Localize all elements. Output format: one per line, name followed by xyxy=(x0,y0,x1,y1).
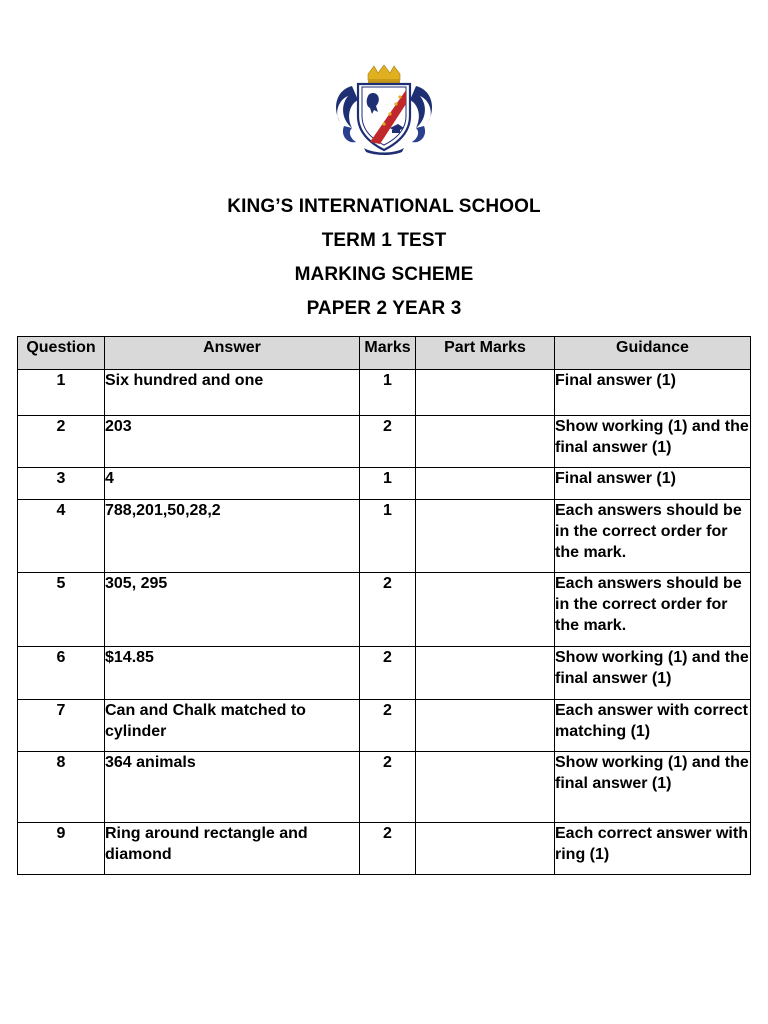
table-row xyxy=(18,370,751,416)
guidance-cell: Show working (1) and the final answer (1) xyxy=(555,647,751,700)
part-marks-cell xyxy=(416,647,555,700)
marks-cell: 2 xyxy=(360,647,416,700)
question-cell: 6 xyxy=(18,647,105,700)
header-marks: Marks xyxy=(360,337,416,370)
guidance-cell: Final answer (1) xyxy=(555,468,751,500)
question-cell: 2 xyxy=(18,416,105,468)
header-answer: Answer xyxy=(105,337,360,370)
part-marks-cell xyxy=(416,573,555,647)
part-marks-cell xyxy=(416,700,555,752)
table-row xyxy=(18,416,751,468)
guidance-cell: Each answers should be in the correct order for the mark. xyxy=(555,500,751,573)
header-guidance: Guidance xyxy=(555,337,751,370)
answer-cell: Can and Chalk matched to cylinder xyxy=(105,700,360,752)
table-row xyxy=(18,500,751,573)
marks-cell: 2 xyxy=(360,823,416,875)
school-name: KING’S INTERNATIONAL SCHOOL xyxy=(227,196,541,217)
question-cell: 9 xyxy=(18,823,105,875)
question-cell: 4 xyxy=(18,500,105,573)
guidance-cell: Each answer with correct matching (1) xyxy=(555,700,751,752)
answer-cell: Ring around rectangle and diamond xyxy=(105,823,360,875)
marks-cell: 2 xyxy=(360,416,416,468)
answer-cell: 305, 295 xyxy=(105,573,360,647)
guidance-cell: Final answer (1) xyxy=(555,370,751,416)
guidance-cell: Show working (1) and the final answer (1) xyxy=(555,752,751,823)
table-row xyxy=(18,752,751,823)
header-part-marks: Part Marks xyxy=(416,337,555,370)
marks-cell: 2 xyxy=(360,752,416,823)
part-marks-cell xyxy=(416,370,555,416)
guidance-cell: Show working (1) and the final answer (1) xyxy=(555,416,751,468)
table-row xyxy=(18,823,751,875)
table-row xyxy=(18,573,751,647)
marks-cell: 1 xyxy=(360,370,416,416)
table-row xyxy=(18,468,751,500)
marks-cell: 2 xyxy=(360,573,416,647)
guidance-cell: Each correct answer with ring (1) xyxy=(555,823,751,875)
paper-title: PAPER 2 YEAR 3 xyxy=(306,298,462,319)
question-cell: 5 xyxy=(18,573,105,647)
answer-cell: 788,201,50,28,2 xyxy=(105,500,360,573)
document-type: MARKING SCHEME xyxy=(294,264,474,285)
answer-cell: $14.85 xyxy=(105,647,360,700)
table-header-row xyxy=(18,337,751,370)
answer-cell: 364 animals xyxy=(105,752,360,823)
part-marks-cell xyxy=(416,468,555,500)
part-marks-cell xyxy=(416,416,555,468)
header-question: Question xyxy=(18,337,105,370)
answer-cell: 4 xyxy=(105,468,360,500)
part-marks-cell xyxy=(416,823,555,875)
question-cell: 7 xyxy=(18,700,105,752)
marks-cell: 2 xyxy=(360,700,416,752)
table-row xyxy=(18,700,751,752)
answer-cell: 203 xyxy=(105,416,360,468)
table-row xyxy=(18,647,751,700)
test-name: TERM 1 TEST xyxy=(321,230,447,251)
question-cell: 3 xyxy=(18,468,105,500)
question-cell: 8 xyxy=(18,752,105,823)
marking-scheme-table xyxy=(17,336,751,875)
guidance-cell: Each answers should be in the correct order for the mark. xyxy=(555,573,751,647)
part-marks-cell xyxy=(416,500,555,573)
marks-cell: 1 xyxy=(360,500,416,573)
answer-cell: Six hundred and one xyxy=(105,370,360,416)
part-marks-cell xyxy=(416,752,555,823)
school-crest-icon xyxy=(330,64,438,156)
question-cell: 1 xyxy=(18,370,105,416)
marks-cell: 1 xyxy=(360,468,416,500)
